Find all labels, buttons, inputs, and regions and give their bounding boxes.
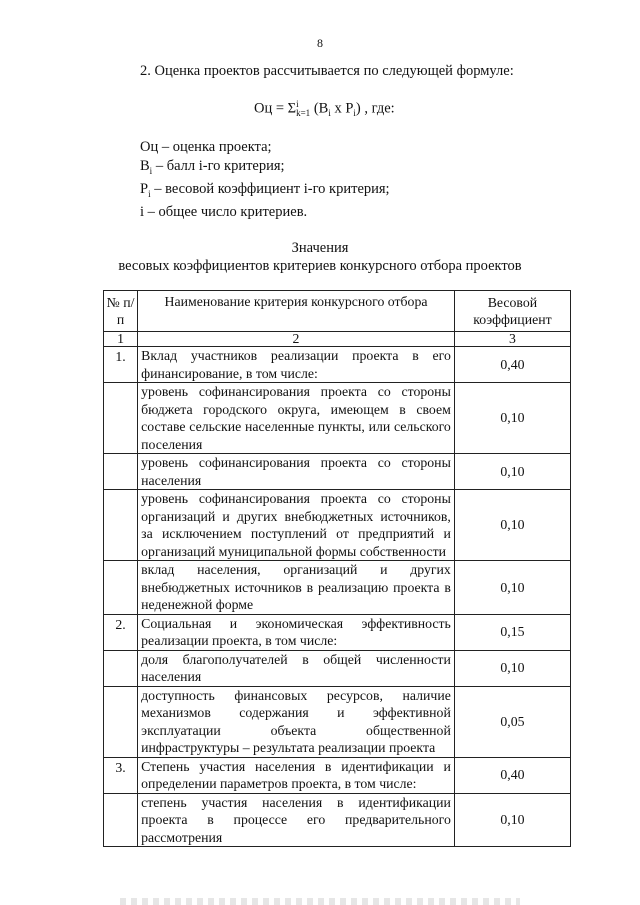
table-row — [104, 650, 571, 686]
table-row — [104, 614, 571, 650]
def-symbol: Оц — [140, 139, 159, 155]
table-row — [104, 757, 571, 793]
def-text: – весовой коэффициент i-го критерия; — [150, 180, 390, 197]
table-row — [104, 561, 571, 615]
row-num — [104, 561, 138, 615]
header-weight: Весовой коэффициент — [454, 291, 570, 332]
definition-item — [140, 180, 390, 203]
def-text: – общее число критериев. — [144, 204, 308, 221]
header-name: Наименование критерия конкурсного отбора — [138, 291, 455, 332]
header-num: № п/п — [104, 291, 138, 332]
row-name: уровень софинансирования проекта со стороны бюджета городского округа, имеющем в своем составе сельские населенные пункты, или сельского поселения — [138, 383, 455, 454]
score-formula — [254, 100, 395, 118]
column-index-row — [104, 332, 571, 347]
row-name: Степень участия населения в идентификации и определении параметров проекта, в том числе: — [138, 757, 455, 793]
row-num — [104, 383, 138, 454]
row-name: степень участия населения в идентификации проекта в процессе его предварительного рассмотрения — [138, 793, 455, 847]
def-text: – оценка проекта; — [158, 139, 272, 155]
row-num: 1. — [104, 347, 138, 383]
row-weight: 0,10 — [454, 490, 570, 561]
def-subscript: i — [148, 188, 151, 199]
row-weight: 0,10 — [454, 561, 570, 615]
table-row — [104, 383, 571, 454]
row-num: 3. — [104, 757, 138, 793]
def-symbol: P — [140, 180, 149, 197]
table-row — [104, 686, 571, 757]
definition-item — [140, 138, 390, 157]
formula-index-1: i — [328, 108, 331, 119]
def-text: – балл i-го критерия; — [152, 157, 285, 174]
row-weight: 0,10 — [454, 650, 570, 686]
row-name: доступность финансовых ресурсов, наличие механизмов содержания и эффективной эксплуатации объекта общественной инфраструктуры – результата реализации проекта — [138, 686, 455, 757]
row-num — [104, 490, 138, 561]
formula-body: (B — [310, 100, 329, 117]
formula-sub: k=1 — [296, 108, 311, 118]
row-name: Вклад участников реализации проекта в его финансирование, в том числе: — [138, 347, 455, 383]
row-num — [104, 793, 138, 847]
def-symbol: i — [140, 204, 145, 221]
col-index: 1 — [104, 332, 138, 347]
row-weight: 0,10 — [454, 454, 570, 490]
intro-paragraph: 2. Оценка проектов рассчитывается по следующей формуле: — [140, 63, 514, 79]
formula-tail: ) , где: — [355, 100, 395, 117]
cut-off-text-strip — [120, 898, 520, 905]
row-num: 2. — [104, 614, 138, 650]
col-index: 3 — [454, 332, 570, 347]
row-num — [104, 650, 138, 686]
formula-mid: x P — [330, 100, 354, 117]
definitions-list — [140, 138, 390, 222]
col-index: 2 — [138, 332, 455, 347]
row-name: вклад населения, организаций и других внебюджетных источников в реализацию проекта в неденежной форме — [138, 561, 455, 615]
criteria-table — [103, 290, 571, 847]
def-symbol: B — [140, 157, 150, 174]
row-weight: 0,10 — [454, 793, 570, 847]
definition-item — [140, 157, 390, 180]
table-header-row — [104, 291, 571, 332]
table-title: Значения — [291, 240, 349, 256]
table-row — [104, 490, 571, 561]
row-weight: 0,05 — [454, 686, 570, 757]
def-subscript: i — [149, 165, 153, 176]
row-weight: 0,15 — [454, 614, 570, 650]
table-row — [104, 347, 571, 383]
row-num — [104, 686, 138, 757]
formula-index-2: i — [353, 108, 356, 119]
row-weight: 0,10 — [454, 383, 570, 454]
formula-sup: i — [296, 99, 299, 109]
row-weight: 0,40 — [454, 347, 570, 383]
formula-lhs: Оц = Σ — [254, 100, 297, 117]
table-row — [104, 454, 571, 490]
row-name: доля благополучателей в общей численности населения — [138, 650, 455, 686]
table-row — [104, 793, 571, 847]
row-weight: 0,40 — [454, 757, 570, 793]
page-number: 8 — [317, 36, 323, 50]
table-subtitle: весовых коэффициентов критериев конкурсного отбора проектов — [118, 258, 522, 274]
row-num — [104, 454, 138, 490]
row-name: уровень софинансирования проекта со стороны организаций и других внебюджетных источников, за исключением поступлений от предприятий и организаций муниципальной формы собственности — [138, 490, 455, 561]
definition-item — [140, 203, 390, 222]
row-name: Социальная и экономическая эффективность реализации проекта, в том числе: — [138, 614, 455, 650]
row-name: уровень софинансирования проекта со стороны населения — [138, 454, 455, 490]
